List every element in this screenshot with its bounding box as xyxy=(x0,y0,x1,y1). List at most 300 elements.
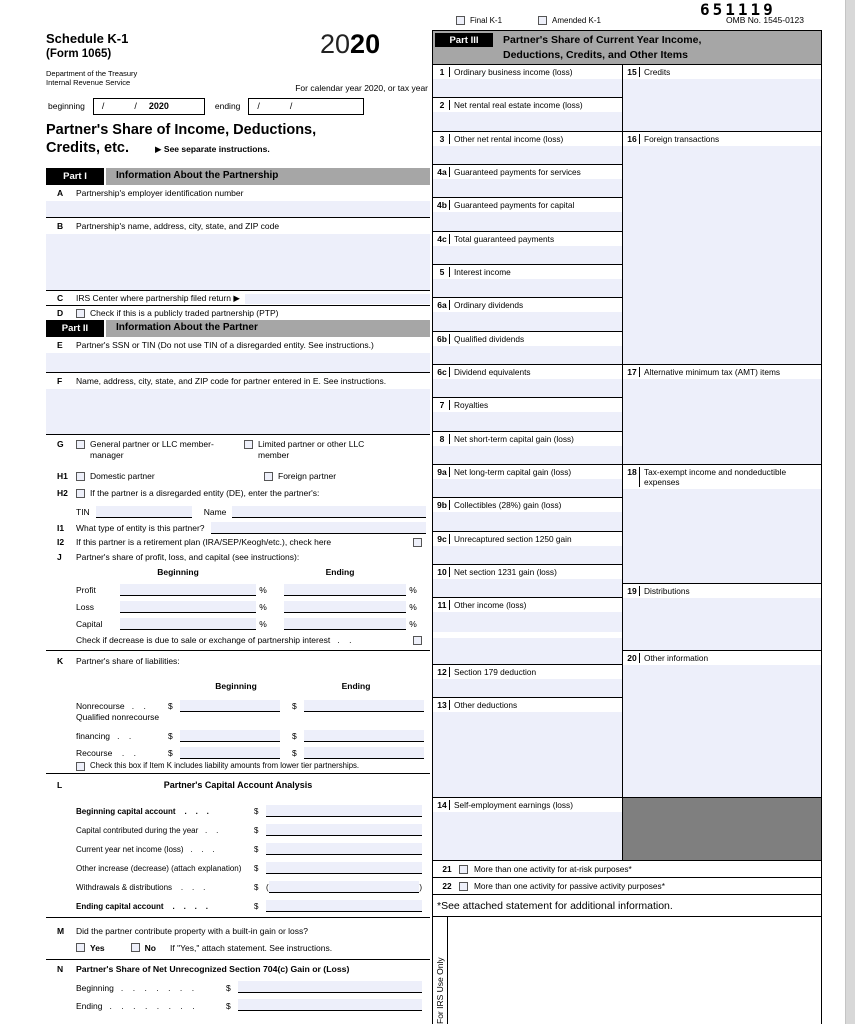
qualified-ending-field[interactable] xyxy=(304,730,424,742)
year-light: 20 xyxy=(320,29,351,59)
withdrawals-label: Withdrawals & distributions . . . xyxy=(76,883,206,892)
profit-row xyxy=(46,579,430,596)
item-m-label: Did the partner contribute property with a built-in gain or loss? xyxy=(76,926,308,936)
tax-year xyxy=(320,28,380,62)
box-6a-amount[interactable] xyxy=(433,312,622,331)
capital-beginning-field[interactable] xyxy=(120,618,256,630)
box-label: Total guaranteed payments xyxy=(454,234,555,244)
box-17-amount[interactable] xyxy=(623,379,821,464)
passive-activity-checkbox[interactable] xyxy=(459,882,468,891)
foreign-partner-checkbox[interactable] xyxy=(264,472,273,481)
box-8 xyxy=(433,432,622,465)
item-a-label: Partnership's employer identification number xyxy=(76,188,244,198)
box-label: Guaranteed payments for capital xyxy=(454,200,575,210)
item-d-letter: D xyxy=(57,307,64,318)
net-income-row xyxy=(46,836,430,855)
recourse-beginning-field[interactable] xyxy=(180,747,280,759)
percent-sign: % xyxy=(259,585,267,596)
box-9c xyxy=(433,532,622,565)
box-label: Qualified dividends xyxy=(454,334,525,344)
box-label: Collectibles (28%) gain (loss) xyxy=(454,500,562,510)
percent-sign: % xyxy=(409,619,417,630)
loss-beginning-field[interactable] xyxy=(120,601,256,613)
box-number: 16 xyxy=(625,134,640,144)
box-3 xyxy=(433,132,622,165)
dollar-sign: $ xyxy=(292,731,297,742)
box-16-amount[interactable] xyxy=(623,146,821,364)
builtin-gain-no-checkbox[interactable] xyxy=(131,943,140,952)
ptp-checkbox[interactable] xyxy=(76,309,85,318)
n-beginning-label: Beginning . . . . . . . xyxy=(76,982,195,993)
capital-contributed-label: Capital contributed during the year . . xyxy=(76,826,219,835)
part3-panel xyxy=(432,30,822,1024)
item-n-title: Partner's Share of Net Unrecognized Section 704(c) Gain or (Loss) xyxy=(76,964,350,975)
box-4c-amount[interactable] xyxy=(433,246,622,264)
box-15 xyxy=(623,65,821,132)
beginning-slashes: / / xyxy=(101,100,137,111)
box-9c-amount[interactable] xyxy=(433,546,622,564)
box-number: 18 xyxy=(625,467,640,487)
tax-year-dates-row xyxy=(48,98,430,115)
item-b-entry[interactable] xyxy=(46,234,430,290)
profit-beginning-field[interactable] xyxy=(120,584,256,596)
dollar-sign: $ xyxy=(254,883,259,892)
beginning-label: beginning xyxy=(48,101,85,112)
box-number: 2 xyxy=(435,100,450,110)
capital-ending-field[interactable] xyxy=(284,618,406,630)
lower-tier-checkbox[interactable] xyxy=(76,762,85,771)
item-m xyxy=(46,918,430,960)
box-3-amount[interactable] xyxy=(433,146,622,164)
item-h1 xyxy=(46,468,430,485)
box-label: Other deductions xyxy=(454,700,518,710)
withdrawals-row xyxy=(46,874,430,893)
qualified-nonrecourse-label2: financing . . xyxy=(76,731,132,742)
part2-title: Information About the Partner xyxy=(106,320,430,337)
box-number: 9c xyxy=(435,534,450,544)
dollar-sign: $ xyxy=(168,731,173,742)
box-number: 4a xyxy=(435,167,450,177)
dollar-sign: $ xyxy=(254,807,259,816)
item-e-letter: E xyxy=(57,340,63,350)
n-ending-label: Ending . . . . . . . . xyxy=(76,1000,195,1011)
box-7-amount[interactable] xyxy=(433,412,622,431)
loss-row xyxy=(46,596,430,613)
box-number: 6c xyxy=(435,367,450,377)
box-8-amount[interactable] xyxy=(433,446,622,464)
final-k1-group xyxy=(456,16,502,25)
final-k1-label: Final K-1 xyxy=(470,15,503,25)
item-b-letter: B xyxy=(57,221,64,231)
box-number: 8 xyxy=(435,434,450,444)
net-income-field[interactable] xyxy=(266,843,422,855)
other-increase-label: Other increase (decrease) (attach explanation) xyxy=(76,864,242,873)
part1-header xyxy=(46,168,430,185)
box-7 xyxy=(433,398,622,432)
general-partner-checkbox[interactable] xyxy=(76,440,85,449)
left-column xyxy=(46,26,430,1011)
box-9b xyxy=(433,498,622,532)
beginning-capital-row xyxy=(46,798,430,817)
irs-use-strip xyxy=(433,917,448,1024)
j-ending-header: Ending xyxy=(325,567,355,577)
box-number: 10 xyxy=(435,567,450,577)
box-6c xyxy=(433,365,622,398)
part3-title-line1: Partner's Share of Current Year Income, xyxy=(503,34,702,46)
see-instructions-note: ▶ See separate instructions. xyxy=(155,143,270,154)
box-17 xyxy=(623,365,821,465)
nonrecourse-beginning-field[interactable] xyxy=(180,700,280,712)
item-i2-letter: I2 xyxy=(57,536,65,547)
box-9b-amount[interactable] xyxy=(433,512,622,531)
nonrecourse-ending-field[interactable] xyxy=(304,700,424,712)
box-19-amount[interactable] xyxy=(623,598,821,650)
n-beginning-field[interactable] xyxy=(238,981,422,993)
item-a-letter: A xyxy=(57,188,64,198)
qualified-nonrecourse-row xyxy=(46,725,430,742)
box-label: Unrecaptured section 1250 gain xyxy=(454,534,572,544)
no-label: No xyxy=(144,942,156,953)
loss-label: Loss xyxy=(76,602,94,613)
j-beginning-header: Beginning xyxy=(157,567,199,577)
profit-ending-field[interactable] xyxy=(284,584,406,596)
dollar-sign: $ xyxy=(254,826,259,835)
item-m-letter: M xyxy=(57,926,65,936)
recourse-label: Recourse . . xyxy=(76,748,136,759)
dollar-sign: $ xyxy=(168,701,173,712)
tax-year-beginning-box[interactable] xyxy=(93,98,205,115)
item-a xyxy=(46,185,430,218)
box-10-amount[interactable] xyxy=(433,579,622,597)
item-21 xyxy=(433,860,821,877)
box-4a xyxy=(433,165,622,198)
box-label: Interest income xyxy=(454,267,511,277)
recourse-ending-field[interactable] xyxy=(304,747,424,759)
percent-sign: % xyxy=(409,585,417,596)
amended-k1-group xyxy=(538,16,601,25)
item-c-label: IRS Center where partnership filed return ▶ xyxy=(76,293,240,304)
general-partner-label: General partner or LLC member-manager xyxy=(90,439,214,461)
calendar-year-note: For calendar year 2020, or tax year xyxy=(295,83,428,93)
item-22-number: 22 xyxy=(442,881,452,891)
box-16 xyxy=(623,132,821,365)
ending-label: ending xyxy=(214,101,241,112)
box-label: Net long-term capital gain (loss) xyxy=(454,467,572,477)
item-c-entry[interactable] xyxy=(245,294,430,304)
box-label: Tax-exempt income and nondeductible expenses xyxy=(644,467,787,487)
limited-partner-label: Limited partner or other LLC member xyxy=(258,439,365,461)
beginning-capital-label: Beginning capital account . . . xyxy=(76,807,209,816)
item-b xyxy=(46,218,430,291)
open-paren: ( xyxy=(266,883,269,892)
final-k1-checkbox[interactable] xyxy=(456,16,465,25)
item-l-letter: L xyxy=(57,780,63,790)
capital-contributed-row xyxy=(46,817,430,836)
item-k-label: Partner's share of liabilities: xyxy=(76,656,180,666)
n-beginning-row xyxy=(46,975,430,993)
tin-label: TIN xyxy=(76,507,90,518)
n-ending-field[interactable] xyxy=(238,999,422,1011)
item-d-label: Check if this is a publicly traded partnership (PTP) xyxy=(90,307,279,318)
j-column-headers xyxy=(46,564,430,579)
box-1-amount[interactable] xyxy=(433,79,622,97)
item-22 xyxy=(433,877,821,894)
box-number: 5 xyxy=(435,267,450,277)
item-k xyxy=(46,651,430,681)
box-13 xyxy=(433,698,622,798)
box-number: 13 xyxy=(435,700,450,710)
box-label: Ordinary dividends xyxy=(454,300,524,310)
box-label: Other income (loss) xyxy=(454,600,527,610)
nonrecourse-row xyxy=(46,695,430,712)
box-number: 15 xyxy=(625,67,640,77)
nonrecourse-label: Nonrecourse . . xyxy=(76,701,146,712)
box-number: 1 xyxy=(435,67,450,77)
capital-label: Capital xyxy=(76,619,103,630)
item-c xyxy=(46,291,430,306)
shaded-block xyxy=(623,798,821,860)
percent-sign: % xyxy=(259,602,267,613)
box-13-amount[interactable] xyxy=(433,712,622,797)
box-12 xyxy=(433,665,622,698)
box-11-amount[interactable] xyxy=(433,612,622,632)
box-number: 9b xyxy=(435,500,450,510)
irs-use-label: For IRS Use Only xyxy=(435,957,445,1024)
entity-type-field[interactable] xyxy=(211,522,426,534)
box-number: 4c xyxy=(435,234,450,244)
omb-number: OMB No. 1545-0123 xyxy=(726,15,804,25)
decrease-checkbox[interactable] xyxy=(413,636,422,645)
qualified-nonrecourse-label1: Qualified nonrecourse xyxy=(76,712,160,722)
lower-tier-label: Check this box if Item K includes liability amounts from lower tier partnerships. xyxy=(90,761,360,771)
beginning-year: 2020 xyxy=(148,100,169,111)
item-n-letter: N xyxy=(57,964,64,975)
box-number: 7 xyxy=(435,400,450,410)
part3-header xyxy=(433,31,821,65)
capital-contributed-field[interactable] xyxy=(266,824,422,836)
part2-tag: Part II xyxy=(46,320,104,337)
box-9a-amount[interactable] xyxy=(433,479,622,497)
item-i2 xyxy=(46,534,430,550)
box-label: Alternative minimum tax (AMT) items xyxy=(644,367,780,377)
item-h1-letter: H1 xyxy=(57,471,68,482)
decrease-check-label: Check if decrease is due to sale or exchange of partnership interest . . xyxy=(76,634,352,645)
box-10 xyxy=(433,565,622,598)
part3-tag: Part III xyxy=(435,33,493,47)
box-14-amount[interactable] xyxy=(433,812,622,860)
retirement-plan-checkbox[interactable] xyxy=(413,538,422,547)
box-number: 20 xyxy=(625,653,640,663)
box-label: Ordinary business income (loss) xyxy=(454,67,573,77)
item-h2 xyxy=(46,485,430,501)
item-j xyxy=(46,550,430,564)
dollar-sign: $ xyxy=(292,748,297,759)
irs-use-area xyxy=(433,916,821,1024)
box-18 xyxy=(623,465,821,584)
loss-ending-field[interactable] xyxy=(284,601,406,613)
recourse-row xyxy=(46,742,430,759)
box-label: Dividend equivalents xyxy=(454,367,531,377)
dollar-sign: $ xyxy=(226,1000,231,1011)
at-risk-checkbox[interactable] xyxy=(459,865,468,874)
box-number: 3 xyxy=(435,134,450,144)
box-11 xyxy=(433,598,622,665)
box-6a xyxy=(433,298,622,332)
foreign-partner-label: Foreign partner xyxy=(278,471,337,482)
box-number: 17 xyxy=(625,367,640,377)
qualified-beginning-field[interactable] xyxy=(180,730,280,742)
box-label: Guaranteed payments for services xyxy=(454,167,581,177)
dollar-sign: $ xyxy=(254,902,259,911)
box-number: 9a xyxy=(435,467,450,477)
dollar-sign: $ xyxy=(226,982,231,993)
box-6c-amount[interactable] xyxy=(433,379,622,397)
item-j-label: Partner's share of profit, loss, and capital (see instructions): xyxy=(76,551,300,562)
domestic-partner-checkbox[interactable] xyxy=(76,472,85,481)
dept-line1: Department of the Treasury xyxy=(46,68,138,78)
net-income-label: Current year net income (loss) . . . xyxy=(76,845,215,854)
item-22-label: More than one activity for passive activity purposes* xyxy=(474,881,665,891)
box-label: Foreign transactions xyxy=(644,134,720,144)
tax-year-ending-box[interactable] xyxy=(248,98,364,115)
dollar-sign: $ xyxy=(292,701,297,712)
form-1065-subtitle: (Form 1065) xyxy=(46,48,112,61)
item-c-letter: C xyxy=(57,293,64,304)
box-5 xyxy=(433,265,622,298)
box-4b xyxy=(433,198,622,232)
box-6b-amount[interactable] xyxy=(433,346,622,364)
percent-sign: % xyxy=(409,602,417,613)
lower-tier-check-row xyxy=(46,759,430,774)
box-label: Royalties xyxy=(454,400,489,410)
box-15-amount[interactable] xyxy=(623,79,821,131)
item-m-note: If "Yes," attach statement. See instructions. xyxy=(170,942,333,953)
box-2-amount[interactable] xyxy=(433,112,622,131)
ending-capital-field[interactable] xyxy=(266,900,422,912)
box-number: 11 xyxy=(435,600,450,610)
box-label: Net section 1231 gain (loss) xyxy=(454,567,557,577)
item-21-label: More than one activity for at-risk purposes* xyxy=(474,864,632,874)
box-18-amount[interactable] xyxy=(623,489,821,583)
n-ending-row xyxy=(46,993,430,1011)
item-i2-label: If this partner is a retirement plan (IRA/SEP/Keogh/etc.), check here xyxy=(76,536,332,547)
item-21-number: 21 xyxy=(442,864,452,874)
close-paren: ) xyxy=(419,883,422,892)
box-12-amount[interactable] xyxy=(433,679,622,697)
box-label: Net rental real estate income (loss) xyxy=(454,100,583,110)
item-b-label: Partnership's name, address, city, state, and ZIP code xyxy=(76,221,280,231)
part1-tag: Part I xyxy=(46,168,104,185)
item-n xyxy=(46,960,430,1011)
item-g xyxy=(46,435,430,468)
attached-statement-note: *See attached statement for additional information. xyxy=(433,894,821,916)
schedule-k1-title: Schedule K-1 xyxy=(46,31,129,46)
item-h2-letter: H2 xyxy=(57,487,68,498)
item-l xyxy=(46,774,430,798)
form-main-title xyxy=(46,121,316,157)
item-d xyxy=(46,306,430,320)
box-number: 4b xyxy=(435,200,450,210)
box-4b-amount[interactable] xyxy=(433,212,622,231)
capital-account-analysis xyxy=(46,774,430,918)
limited-partner-checkbox[interactable] xyxy=(244,440,253,449)
k-beginning-header: Beginning xyxy=(215,681,257,691)
part3-grid xyxy=(433,65,821,860)
item-e-entry[interactable] xyxy=(46,353,430,372)
disregarded-entity-checkbox[interactable] xyxy=(76,489,85,498)
part1-title: Information About the Partnership xyxy=(106,168,430,185)
box-19 xyxy=(623,584,821,651)
ending-slashes: / / xyxy=(257,100,293,111)
part3-right-column xyxy=(623,65,821,860)
item-g-letter: G xyxy=(57,439,64,449)
box-label: Section 179 deduction xyxy=(454,667,537,677)
withdrawals-field[interactable] xyxy=(269,881,420,893)
item-k-letter: K xyxy=(57,656,64,666)
dept-line2: Internal Revenue Service xyxy=(46,78,131,88)
box-label: Other net rental income (loss) xyxy=(454,134,564,144)
box-9a xyxy=(433,465,622,498)
dollar-sign: $ xyxy=(168,748,173,759)
domestic-partner-label: Domestic partner xyxy=(90,471,155,482)
item-i1-letter: I1 xyxy=(57,523,65,534)
part3-left-column xyxy=(433,65,623,860)
other-increase-field[interactable] xyxy=(266,862,422,874)
box-11-amount-2[interactable] xyxy=(433,638,622,664)
part3-title-line2: Deductions, Credits, and Other Items xyxy=(503,49,688,62)
name-label: Name xyxy=(203,507,227,518)
amended-k1-checkbox[interactable] xyxy=(538,16,547,25)
box-1 xyxy=(433,65,622,98)
capital-analysis-title: Partner's Capital Account Analysis xyxy=(163,780,313,790)
box-label: Credits xyxy=(644,67,671,77)
box-20-amount[interactable] xyxy=(623,665,821,797)
form-id-number: 651119 xyxy=(700,0,776,19)
box-label: Net short-term capital gain (loss) xyxy=(454,434,574,444)
tin-field[interactable] xyxy=(96,506,192,518)
builtin-gain-yes-checkbox[interactable] xyxy=(76,943,85,952)
page-edge xyxy=(845,0,855,1024)
capital-row xyxy=(46,613,430,630)
year-bold: 20 xyxy=(350,29,381,59)
box-6b xyxy=(433,332,622,365)
item-i1 xyxy=(46,518,430,534)
item-f-label: Name, address, city, state, and ZIP code for partner entered in E. See instructions. xyxy=(76,376,387,386)
item-a-entry[interactable] xyxy=(46,201,430,217)
k-column-headers xyxy=(46,681,430,695)
top-checkbox-row xyxy=(456,15,820,25)
box-4c xyxy=(433,232,622,265)
box-label: Self-employment earnings (loss) xyxy=(454,800,573,810)
box-number: 6a xyxy=(435,300,450,310)
ending-capital-row xyxy=(46,893,430,912)
beginning-capital-field[interactable] xyxy=(266,805,422,817)
box-4a-amount[interactable] xyxy=(433,179,622,197)
item-f xyxy=(46,373,430,435)
item-e-label: Partner's SSN or TIN (Do not use TIN of a disregarded entity. See instructions.) xyxy=(76,340,374,350)
box-5-amount[interactable] xyxy=(433,279,622,297)
box-label: Distributions xyxy=(644,586,690,596)
box-20 xyxy=(623,651,821,798)
other-increase-row xyxy=(46,855,430,874)
dollar-sign: $ xyxy=(254,864,259,873)
box-2 xyxy=(433,98,622,132)
item-f-entry[interactable] xyxy=(46,389,430,434)
name-field[interactable] xyxy=(232,506,426,518)
main-title-line2: Credits, etc. xyxy=(46,140,129,157)
item-i1-label: What type of entity is this partner? xyxy=(76,523,205,534)
percent-sign: % xyxy=(259,619,267,630)
